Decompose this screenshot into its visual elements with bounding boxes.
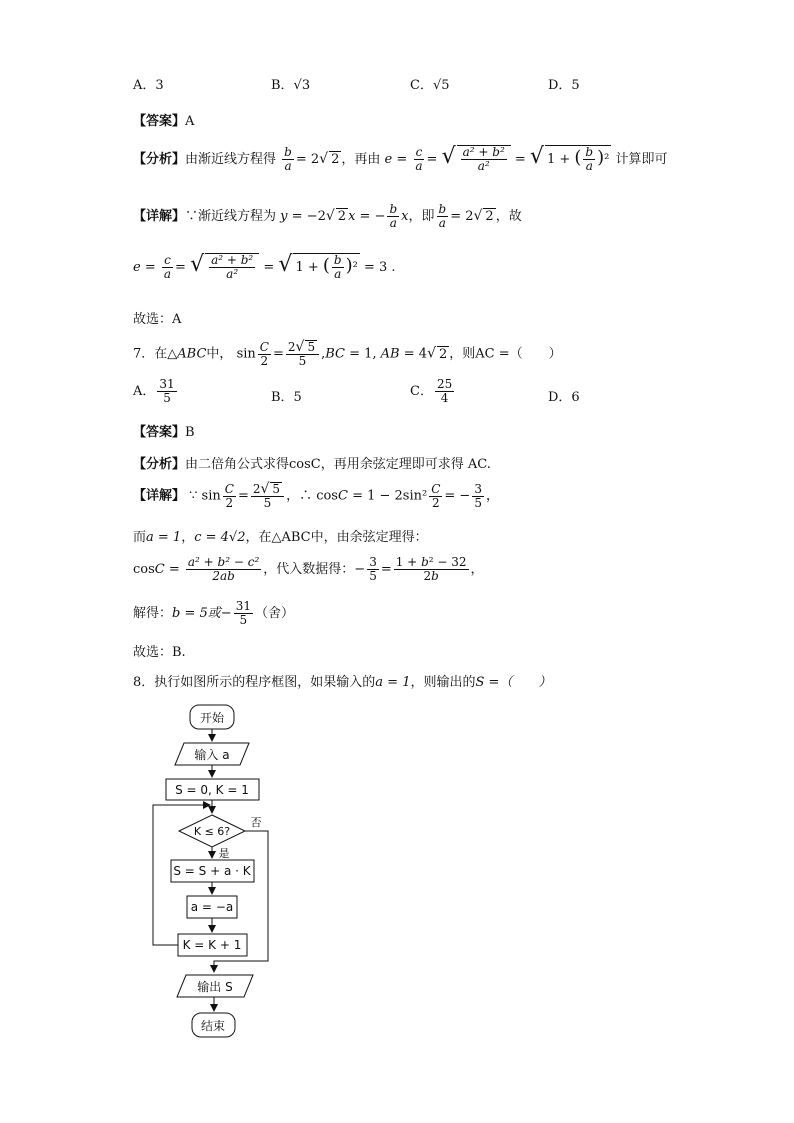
frac-den: 4	[440, 391, 449, 405]
flow-yes-label: 是	[218, 847, 230, 860]
analysis-tag: 【分析】	[133, 152, 186, 167]
stem-text: ，则	[449, 346, 476, 362]
stem-text: 8．执行如图所示的程序框图，如果输入的	[133, 675, 376, 690]
formula-c-over-a: $\frac{c}{a}$	[415, 145, 423, 173]
formula-b-over-a: $\frac{b}{a}$	[284, 145, 292, 173]
flow-negate-label: a = −a	[190, 900, 234, 914]
option-label: A．	[133, 384, 156, 399]
flow-start-label: 开始	[199, 711, 225, 725]
q7-conclusion: 故选：B.	[133, 645, 186, 660]
stem-triangle: △ABC	[167, 346, 207, 362]
stem-text: ，则输出的	[410, 675, 476, 690]
detail-result: = 3 .	[363, 260, 396, 275]
frac-den: 5	[239, 613, 248, 627]
detail-text: （舍）	[254, 606, 294, 621]
flow-decision-label: K ≤ 6?	[193, 825, 231, 838]
detail-text: 而	[133, 530, 147, 545]
detail-text: −	[220, 606, 232, 621]
detail-text: ，在△ABC中，由余弦定理得：	[245, 530, 428, 545]
q6-option-a: A．3	[133, 78, 164, 93]
analysis-text: 由渐近线方程得	[185, 152, 277, 167]
detail-text: ，即	[408, 209, 435, 224]
q6-option-b: B．√3	[271, 78, 311, 93]
detail-tag: 【详解】	[133, 209, 186, 224]
q7-stem: 7．在△ABC中， sin $\frac{C}{2}$ = $\frac{2√ 5}{5}$ ,BC = 1, AB = 4√ 2 ，则AC =（ ）	[133, 339, 562, 368]
flow-no-label: 否	[250, 816, 262, 829]
frac-num: 31	[235, 599, 251, 613]
q7-detail-line3: cosC = $\frac{\text{a² + b² − c²}}{2ab}$ ，代入数据得：− $\frac{3}{5}$ = $\frac{\text{1 + b² − 32}}{2b}$ ，	[133, 555, 484, 583]
answer-tag: 【答案】	[133, 425, 186, 440]
detail-text: ，	[181, 530, 195, 545]
q6-option-d: D．5	[548, 78, 580, 93]
frac-den: 5	[163, 391, 171, 405]
frac-num: 25	[436, 377, 453, 391]
stem-text: 7．在	[133, 346, 168, 362]
q6-option-c: C．√5	[410, 78, 450, 93]
detail-var: a = 1	[146, 530, 182, 545]
detail-tag: 【详解】	[133, 488, 186, 504]
flow-end-label: 结束	[200, 1019, 226, 1033]
analysis-text: ，再由	[341, 152, 381, 167]
q7-option-d: D．6	[548, 390, 580, 405]
analysis-text: 由二倍角公式求得cosC，再用余弦定理即可求得 AC.	[185, 457, 491, 472]
answer-value: A	[185, 114, 195, 129]
answer-value: B	[185, 425, 195, 440]
detail-text: ，代入数据得：	[263, 562, 355, 577]
analysis-tag: 【分析】	[133, 457, 186, 472]
frac-num: 31	[159, 377, 175, 391]
stem-var: S =（ ）	[475, 675, 552, 690]
flow-input-label: 输入 a	[194, 748, 230, 762]
detail-var: b = 5或	[172, 606, 221, 621]
detail-text: ∵渐近线方程为	[185, 209, 277, 224]
detail-text: 解得：	[133, 606, 173, 621]
q6-detail-formula: e = $\frac{c}{a}$ = √ $\frac{\text{a² + b²}}{\text{a²}}$ = √ 1 + ( $\frac{b}{a}$ )² = 3 .	[133, 252, 396, 281]
stem-text: AC =（ ）	[475, 346, 562, 362]
detail-var: c = 4√2	[194, 530, 246, 545]
q7-option-b: B．5	[271, 390, 302, 405]
flow-output-label: 输出 S	[197, 980, 233, 994]
q6-detail: 【详解】∵渐近线方程为 y = −2√ 2 x = − $\frac{b}{a}$ x，即 $\frac{b}{a}$ = 2√ 2 ，故	[133, 202, 522, 230]
flow-increment-label: K = K + 1	[182, 938, 242, 952]
stem-text: 中，	[206, 346, 233, 362]
analysis-text: 计算即可	[615, 152, 668, 167]
option-label: C．	[410, 384, 433, 399]
q6-conclusion: 故选：A	[133, 312, 182, 327]
detail-text: ，故	[495, 209, 522, 224]
answer-tag: 【答案】	[133, 114, 186, 129]
flow-update-s-label: S = S + a · K	[173, 864, 251, 878]
flow-init-label: S = 0, K = 1	[175, 783, 249, 797]
q7-detail-line1: 【详解】 ∵ sin $\frac{C}{2}$ = $\frac{2√ 5}{5}$ ，∴ cosC = 1 − 2sin² $\frac{C}{2}$ = − $\frac{3}{5}$ ，	[133, 481, 499, 510]
stem-var: a = 1	[375, 675, 411, 690]
q6-analysis: 【分析】由渐近线方程得 $\frac{b}{a}$ = 2√ 2 ，再由 e = $\frac{c}{a}$ = √ $\frac{\text{a² + b²}}{\text{a²}}$ = √ 1 + ( $\frac{b}{a}$ )² 计算即可	[133, 144, 668, 173]
